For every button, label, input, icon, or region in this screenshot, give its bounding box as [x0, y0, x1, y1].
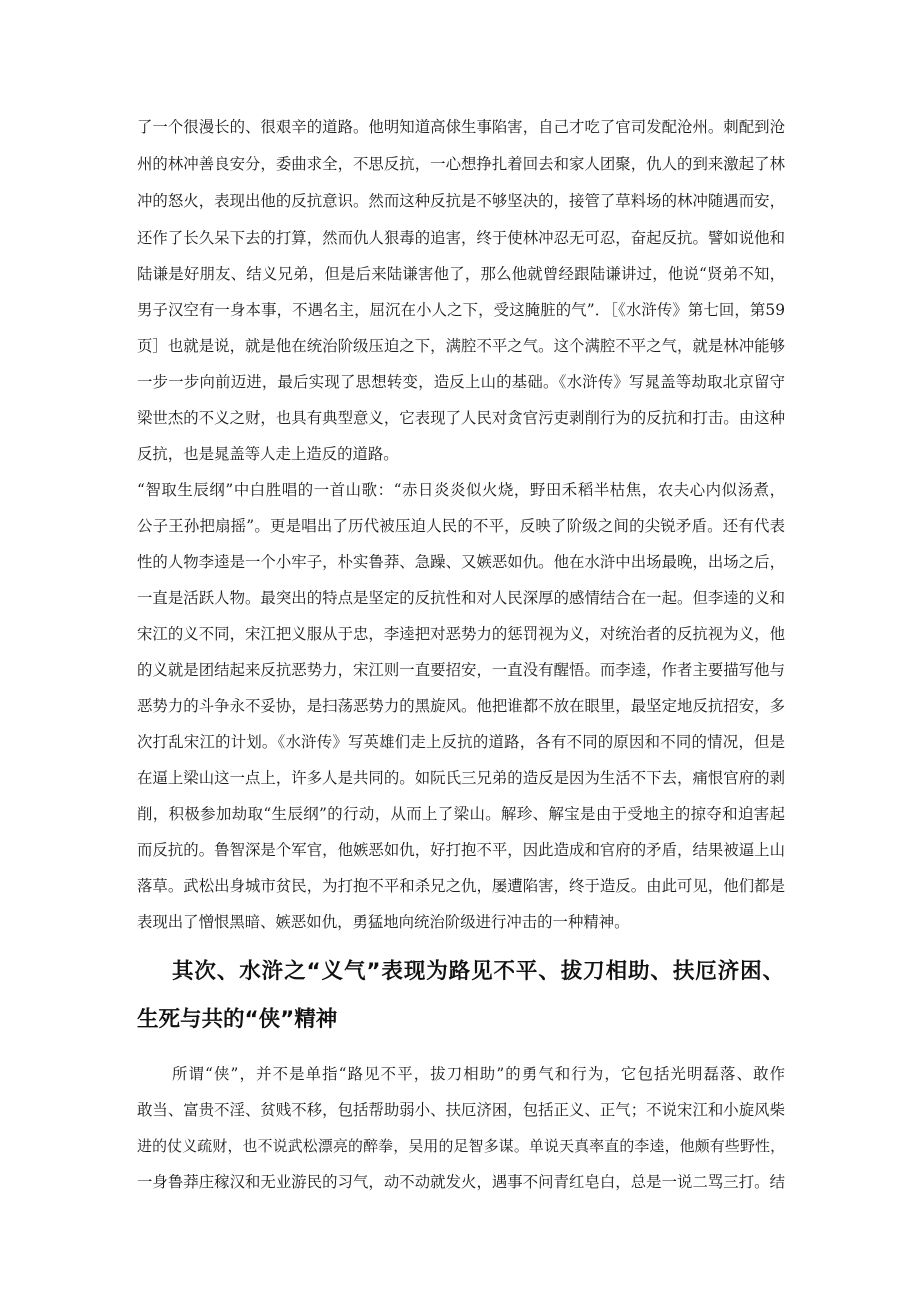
text-line: 在逼上梁山这一点上，许多人是共同的。如阮氏三兄弟的造反是因为生活不下去，痛恨官府的剥 — [137, 769, 785, 787]
text-line: 了一个很漫长的、很艰辛的道路。他明知道高俅生事陷害，自己才吃了官司发配沧州。刺配到沧 — [137, 118, 785, 136]
text-line: 一直是活跃人物。最突出的特点是坚定的反抗性和对人民深厚的感情结合在一起。但李逵的义和 — [137, 589, 785, 607]
text-line: 削，积极参加劫取“生辰纲”的行动，从而上了梁山。解珍、解宝是由于受地主的掠夺和迫害起 — [137, 805, 785, 823]
text-line: 男子汉空有一身本事，不遇名主，屈沉在小人之下，受这腌脏的气”．［《水浒传》第七回，第59 — [137, 301, 785, 319]
heading-line: 生死与共的“侠”精神 — [137, 1007, 338, 1032]
text-line: 一身鲁莽庄稼汉和无业游民的习气，动不动就发火，遇事不问青红皂白，总是一说二骂三打。结 — [137, 1173, 785, 1191]
text-line: “智取生辰纲”中白胜唱的一首山歌：“赤日炎炎似火烧，野田禾稻半枯焦，农夫心内似汤煮， — [137, 481, 785, 499]
text-line: 敢当、富贵不淫、贫贱不移，包括帮助弱小、扶厄济困，包括正义、正气；不说宋江和小旋风柴 — [137, 1101, 785, 1119]
text-line: 进的仗义疏财，也不说武松漂亮的醉拳，吴用的足智多谋。单说天真率直的李逵，他颇有些野性， — [137, 1137, 785, 1155]
text-line: 性的人物李逵是一个小牢子，朴实鲁莽、急躁、又嫉恶如仇。他在水浒中出场最晚，出场之后， — [137, 553, 785, 571]
text-line: 所谓“侠”，并不是单指“路见不平，拔刀相助”的勇气和行为，它包括光明磊落、敢作 — [172, 1065, 785, 1083]
text-line: 页］也就是说，就是他在统治阶级压迫之下，满腔不平之气。这个满腔不平之气，就是林冲能够 — [137, 337, 785, 355]
text-line: 恶势力的斗争永不妥协，是扫荡恶势力的黑旋风。他把谁都不放在眼里，最坚定地反抗招安，多 — [137, 697, 785, 715]
text-line: 公子王孙把扇摇”。更是唱出了历代被压迫人民的不平，反映了阶级之间的尖锐矛盾。还有代表 — [137, 517, 785, 535]
text-line: 表现出了憎恨黑暗、嫉恶如仇，勇猛地向统治阶级进行冲击的一种精神。 — [137, 913, 630, 931]
text-line: 次打乱宋江的计划。《水浒传》写英雄们走上反抗的道路，各有不同的原因和不同的情况，但是 — [137, 733, 785, 751]
text-line: 而反抗的。鲁智深是个军官，他嫉恶如仇，好打抱不平，因此造成和官府的矛盾，结果被逼上山 — [137, 841, 785, 859]
text-line: 冲的怒火，表现出他的反抗意识。然而这种反抗是不够坚决的，接管了草料场的林冲随遇而安， — [137, 192, 785, 210]
text-line: 还作了长久呆下去的打算，然而仇人狠毒的追害，终于使林冲忍无可忍，奋起反抗。譬如说他和 — [137, 229, 785, 247]
text-line: 落草。武松出身城市贫民，为打抱不平和杀兄之仇，屡遭陷害，终于造反。由此可见，他们都是 — [137, 877, 785, 895]
text-line: 宋江的义不同，宋江把义服从于忠，李逵把对恶势力的惩罚视为义，对统治者的反抗视为义，他 — [137, 625, 785, 643]
text-line: 一步一步向前迈进，最后实现了思想转变，造反上山的基础。《水浒传》写晁盖等劫取北京留守 — [137, 373, 785, 391]
text-line: 州的林冲善良安分，委曲求全，不思反抗，一心想挣扎着回去和家人团聚，仇人的到来激起了林 — [137, 155, 785, 173]
text-line: 的义就是团结起来反抗恶势力，宋江则一直要招安，一直没有醒悟。而李逵，作者主要描写他与 — [137, 661, 785, 679]
text-line: 反抗，也是晁盖等人走上造反的道路。 — [137, 445, 399, 463]
text-line: 陆谦是好朋友、结义兄弟，但是后来陆谦害他了，那么他就曾经跟陆谦讲过，他说“贤弟不知， — [137, 265, 785, 283]
text-line: 梁世杰的不义之财，也具有典型意义，它表现了人民对贪官污吏剥削行为的反抗和打击。由这种 — [137, 409, 785, 427]
heading-line: 其次、水浒之“义气”表现为路见不平、拔刀相助、扶厄济困、 — [172, 959, 784, 984]
